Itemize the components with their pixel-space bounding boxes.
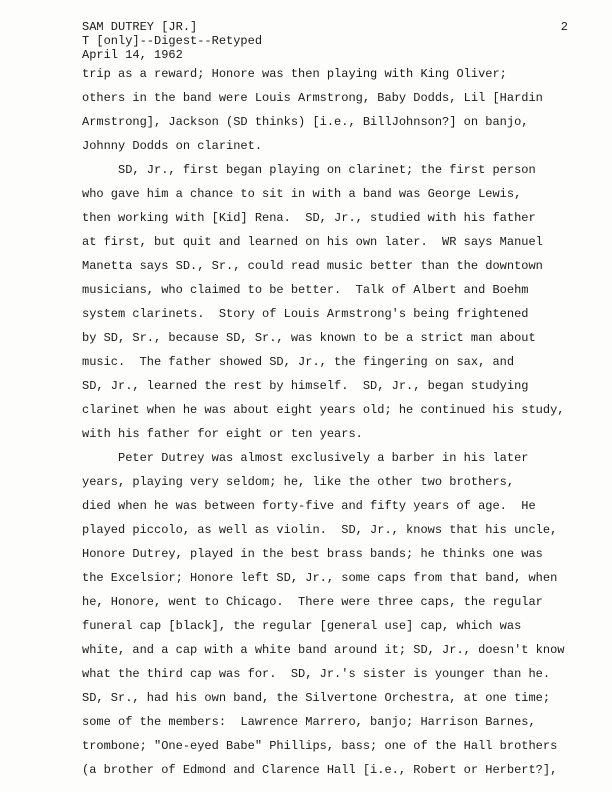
text-line: music. The father showed SD, Jr., the fingering on sax, and [82, 355, 515, 369]
paragraph [82, 158, 570, 446]
document-header [82, 20, 262, 62]
text-line: Manetta says SD., Sr., could read music better than the downtown [82, 259, 543, 273]
text-line: some of the members: Lawrence Marrero, banjo; Harrison Barnes, [82, 715, 536, 729]
text-line: musicians, who claimed to be better. Talk of Albert and Boehm [82, 283, 529, 297]
text-line: at first, but quit and learned on his own later. WR says Manuel [82, 235, 543, 249]
text-line: died when he was between forty-five and fifty years of age. He [82, 499, 536, 513]
text-line: years, playing very seldom; he, like the other two brothers, [82, 475, 515, 489]
text-line: trip as a reward; Honore was then playing with King Oliver; [82, 67, 507, 81]
text-line: (a brother of Edmond and Clarence Hall [i.e., Robert or Herbert?], [82, 763, 558, 777]
paragraph [82, 62, 570, 158]
text-line: played piccolo, as well as violin. SD, Jr., knows that his uncle, [82, 523, 558, 537]
page-number: 2 [560, 20, 568, 34]
text-line: he, Honore, went to Chicago. There were three caps, the regular [82, 595, 543, 609]
text-line: trombone; "One-eyed Babe" Phillips, bass; one of the Hall brothers [82, 739, 558, 753]
text-line: then working with [Kid] Rena. SD, Jr., studied with his father [82, 211, 536, 225]
paragraph [82, 446, 570, 782]
text-line: others in the band were Louis Armstrong, Baby Dodds, Lil [Hardin [82, 91, 543, 105]
text-line: SD, Sr., had his own band, the Silvertone Orchestra, at one time; [82, 691, 551, 705]
header-title: SAM DUTREY [JR.] [82, 20, 198, 34]
document-body [82, 62, 570, 782]
text-line: clarinet when he was about eight years old; he continued his study, [82, 403, 565, 417]
header-date: April 14, 1962 [82, 48, 183, 62]
text-line: white, and a cap with a white band around it; SD, Jr., doesn't know [82, 643, 565, 657]
text-line: Peter Dutrey was almost exclusively a barber in his later [82, 451, 529, 465]
text-line: who gave him a chance to sit in with a band was George Lewis, [82, 187, 522, 201]
text-line: SD, Jr., learned the rest by himself. SD, Jr., began studying [82, 379, 529, 393]
text-line: funeral cap [black], the regular [general use] cap, which was [82, 619, 522, 633]
text-line: Johnny Dodds on clarinet. [82, 139, 263, 153]
header-subtitle: T [only]--Digest--Retyped [82, 34, 263, 48]
text-line: by SD, Sr., because SD, Sr., was known to be a strict man about [82, 331, 536, 345]
text-line: Honore Dutrey, played in the best brass bands; he thinks one was [82, 547, 543, 561]
text-line: system clarinets. Story of Louis Armstrong's being frightened [82, 307, 529, 321]
text-line: what the third cap was for. SD, Jr.'s sister is younger than he. [82, 667, 551, 681]
text-line: with his father for eight or ten years. [82, 427, 363, 441]
text-line: SD, Jr., first began playing on clarinet; the first person [82, 163, 536, 177]
text-line: Armstrong], Jackson (SD thinks) [i.e., BillJohnson?] on banjo, [82, 115, 529, 129]
text-line: the Excelsior; Honore left SD, Jr., some caps from that band, when [82, 571, 558, 585]
